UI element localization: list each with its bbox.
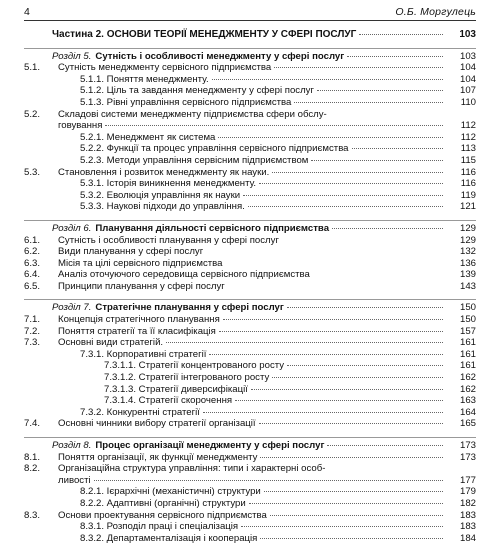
toc-entry <box>24 372 476 384</box>
chapter-label: Розділ 7. <box>52 302 92 314</box>
toc-page-number: 136 <box>459 257 476 269</box>
toc-page-number: 132 <box>459 246 476 258</box>
toc-entry-text <box>52 246 446 258</box>
toc-page-number: 177 <box>459 474 476 486</box>
toc-entry-title: 7.3.1.3. Стратегії диверсифікації <box>104 383 248 395</box>
dot-leader <box>294 102 443 103</box>
toc-entry-title: 7.3.1. Корпоративні стратегії <box>80 348 207 360</box>
toc-entry-text <box>52 51 446 63</box>
toc-continuation <box>24 120 476 132</box>
toc-entry-number: 5.2. <box>24 108 41 120</box>
toc-page-number: 103 <box>459 29 476 40</box>
chapter-title: Стратегічне планування у сфері послуг <box>95 302 284 314</box>
toc-entry-text <box>52 29 446 41</box>
toc-page-number: 161 <box>459 360 476 372</box>
dot-leader <box>317 90 443 91</box>
toc-entry-title: 5.2.2. Функції та процес управління сервісного підприємства <box>80 143 349 155</box>
toc-entry-title: Основні чинники вибору стратегії організації <box>58 418 256 430</box>
toc-page-number: 104 <box>459 73 476 85</box>
toc-entry-text <box>52 314 446 326</box>
toc-entry-text <box>52 407 446 419</box>
toc-page-number: 104 <box>459 62 476 74</box>
toc-entry-title: 7.3.1.2. Стратегії інтегрованого росту <box>104 372 270 384</box>
dot-leader <box>287 365 443 366</box>
toc-chapter <box>24 437 476 452</box>
toc-entry-text <box>52 372 446 384</box>
toc-page-number: 179 <box>459 486 476 498</box>
toc-entry-text <box>52 109 446 121</box>
toc-entry <box>24 178 476 190</box>
dot-leader <box>352 148 443 149</box>
toc-entry-text <box>52 85 446 97</box>
toc-entry-text <box>52 486 446 498</box>
toc-entry-text <box>52 281 446 293</box>
toc-entry <box>24 258 476 270</box>
toc-entry-title: ливості <box>58 474 91 486</box>
toc-entry <box>24 498 476 510</box>
toc-entry-number: 5.1. <box>24 62 41 74</box>
toc-entry-title: Сутність і особливості планування у сфері послуг <box>58 234 279 246</box>
dot-leader <box>243 195 443 196</box>
toc-entry-text <box>52 132 446 144</box>
toc-entry-text <box>52 97 446 109</box>
toc-entry-text <box>52 62 446 74</box>
dot-leader <box>212 79 443 80</box>
dot-leader <box>272 172 443 173</box>
toc-chapter <box>24 220 476 235</box>
toc-page-number: 161 <box>459 348 476 360</box>
toc-chapter <box>24 48 476 63</box>
toc-entry <box>24 155 476 167</box>
toc-entry-text <box>52 418 446 430</box>
dot-leader <box>235 400 443 401</box>
toc-entry <box>24 533 476 544</box>
toc-entry-title: говування <box>58 120 103 132</box>
toc-entry <box>24 407 476 419</box>
toc-entry <box>24 235 476 247</box>
toc-entry-title: 5.3.3. Наукові підходи до управління. <box>80 201 245 213</box>
toc-entry-title: Сутність менеджменту сервісного підприємства <box>58 62 272 74</box>
toc-page-number: 110 <box>460 96 476 108</box>
toc-entry <box>24 190 476 202</box>
dot-leader <box>251 389 443 390</box>
toc-entry-number: 8.2. <box>24 463 41 475</box>
toc-entry-text <box>52 120 446 132</box>
toc-entry-title: 8.2.1. Ієрархічні (механістичні) структури <box>80 486 261 498</box>
dot-leader <box>166 342 443 343</box>
toc-entry-number: 7.3. <box>24 337 41 349</box>
toc-entry-text <box>52 395 446 407</box>
toc-entry <box>24 360 476 372</box>
toc-entry-title: 7.3.1.1. Стратегії концентрованого росту <box>104 360 285 372</box>
dot-leader <box>203 412 443 413</box>
toc-entry <box>24 337 476 349</box>
toc-page-number: 150 <box>459 314 476 326</box>
toc-entry-text <box>52 349 446 361</box>
toc-entry-text <box>52 258 446 270</box>
dot-leader <box>241 526 443 527</box>
toc-continuation <box>24 475 476 487</box>
toc-entry-title: Концепція стратегічного планування <box>58 314 220 326</box>
toc-page-number: 103 <box>459 50 476 62</box>
chapter-title: Планування діяльності сервісного підприємства <box>95 222 330 234</box>
toc-entry-title: 5.1.2. Ціль та завдання менеджменту у сфері послуг <box>80 85 314 97</box>
toc-page-number: 164 <box>459 406 476 418</box>
toc-entry-title: Поняття організації, як функції менеджменту <box>58 451 258 463</box>
toc-page-number: 173 <box>459 451 476 463</box>
toc-entry-number: 6.4. <box>24 269 41 281</box>
toc-entry-text <box>52 155 446 167</box>
dot-leader <box>249 503 443 504</box>
toc-entry-text <box>52 475 446 487</box>
toc-page-number: 139 <box>459 269 476 281</box>
toc-entry-text <box>52 235 446 247</box>
toc-entry-text <box>52 143 446 155</box>
toc-entry-number: 8.1. <box>24 451 41 463</box>
dot-leader <box>272 377 443 378</box>
dot-leader <box>105 125 443 126</box>
toc-entry-title: 5.3.2. Еволюція управління як науки <box>80 189 241 201</box>
toc-entry-number: 8.3. <box>24 509 41 521</box>
running-header <box>24 4 476 21</box>
toc-entry-text <box>52 533 446 544</box>
toc-entry-text <box>52 384 446 396</box>
toc-entry-number: 6.3. <box>24 257 41 269</box>
running-header-author: О.Б. Моргулець <box>395 6 476 18</box>
toc-entry-text <box>52 360 446 372</box>
toc-entry-title: 7.3.2. Конкурентні стратегії <box>80 406 200 418</box>
dot-leader <box>209 354 443 355</box>
toc-entry-title: Організаційна структура управління: типи і характерні особ- <box>58 463 326 475</box>
toc-entry <box>24 167 476 179</box>
toc-entry-text <box>52 440 446 452</box>
toc-entry-text <box>52 337 446 349</box>
chapter-title: Сутність і особливості менеджменту у сфері послуг <box>95 50 345 62</box>
toc-entry <box>24 269 476 281</box>
toc-entry-text <box>52 190 446 202</box>
toc-entry <box>24 486 476 498</box>
toc-entry-number: 7.2. <box>24 325 41 337</box>
toc-entry <box>24 201 476 213</box>
toc-entry-title: 5.1.3. Рівні управління сервісного підприємства <box>80 96 292 108</box>
toc-entry-number: 6.2. <box>24 246 41 258</box>
toc-entry <box>24 452 476 464</box>
toc-entry-number: 7.4. <box>24 418 41 430</box>
part-title: Частина 2. ОСНОВИ ТЕОРІЇ МЕНЕДЖМЕНТУ У СФЕРІ ПОСЛУГ <box>52 29 357 40</box>
toc-entry <box>24 246 476 258</box>
dot-leader <box>94 480 443 481</box>
toc-page-number: 163 <box>459 395 476 407</box>
dot-leader <box>259 183 443 184</box>
toc-entry-title: Основні види стратегій. <box>58 337 164 349</box>
toc-entry-number: 6.1. <box>24 234 41 246</box>
toc-entry-title: Поняття стратегії та її класифікація <box>58 325 216 337</box>
toc-entry-text <box>52 269 446 281</box>
toc-page-number: 115 <box>460 154 476 166</box>
toc-page-number: 129 <box>459 234 476 246</box>
toc-page-number: 112 <box>460 131 476 143</box>
toc-entry <box>24 97 476 109</box>
toc-entry <box>24 109 476 121</box>
chapter-title: Процес організації менеджменту у сфері послуг <box>95 440 325 451</box>
dot-leader <box>327 445 443 446</box>
dot-leader <box>264 491 443 492</box>
toc-entry-number: 6.5. <box>24 280 41 292</box>
toc-entry-text <box>52 498 446 510</box>
toc-entry <box>24 521 476 533</box>
toc-page-number: 183 <box>459 509 476 521</box>
toc-entry <box>24 143 476 155</box>
toc-page-number: 112 <box>460 120 476 132</box>
toc-entry <box>24 395 476 407</box>
toc-entry-title: 8.3.2. Департаменталізація і кооперація <box>80 532 258 544</box>
dot-leader <box>274 67 443 68</box>
toc-part <box>24 29 476 41</box>
toc-page-number: 150 <box>459 302 476 314</box>
toc-entry <box>24 62 476 74</box>
toc-entry-title: 8.3.1. Розподіл праці і спеціалізація <box>80 521 239 533</box>
toc-entry-text <box>52 201 446 213</box>
toc-entry <box>24 463 476 475</box>
toc-entry-text <box>52 463 446 475</box>
toc-page-number: 116 <box>460 178 476 190</box>
dot-leader <box>248 206 443 207</box>
toc-entry-text <box>52 178 446 190</box>
dot-leader <box>223 319 443 320</box>
toc-entry-text <box>52 326 446 338</box>
toc-entry <box>24 349 476 361</box>
toc-entry-title: 5.1.1. Поняття менеджменту. <box>80 73 209 85</box>
toc-entry <box>24 418 476 430</box>
toc-page-number: 173 <box>459 440 476 451</box>
toc-page-number: 184 <box>459 532 476 544</box>
table-of-contents <box>24 29 476 544</box>
toc-entry <box>24 314 476 326</box>
dot-leader <box>359 34 443 35</box>
toc-entry-title: Принципи планування у сфері послуг <box>58 280 225 292</box>
toc-page-number: 116 <box>460 166 476 178</box>
toc-entry <box>24 281 476 293</box>
dot-leader <box>270 515 443 516</box>
toc-page-number: 129 <box>459 222 476 234</box>
toc-page-number: 162 <box>459 372 476 384</box>
dot-leader <box>260 457 443 458</box>
toc-entry <box>24 74 476 86</box>
toc-entry-title: 5.2.1. Менеджмент як система <box>80 131 216 143</box>
toc-entry-number: 7.1. <box>24 314 41 326</box>
toc-page-number: 182 <box>459 497 476 509</box>
toc-entry <box>24 510 476 522</box>
toc-entry-title: Складові системи менеджменту підприємства сфери обслу- <box>58 108 327 120</box>
toc-entry-text <box>52 167 446 179</box>
toc-entry-title: Основи проектування сервісного підприємства <box>58 509 267 521</box>
toc-entry-title: 5.3.1. Історія виникнення менеджменту. <box>80 178 257 190</box>
chapter-label: Розділ 6. <box>52 222 92 234</box>
page-number: 4 <box>24 6 30 18</box>
dot-leader <box>218 137 443 138</box>
dot-leader <box>347 56 443 57</box>
toc-entry-title: Аналіз оточуючого середовища сервісного підприємства <box>58 269 310 281</box>
dot-leader <box>311 160 443 161</box>
toc-page-number: 121 <box>459 201 476 213</box>
toc-entry-title: 5.2.3. Методи управління сервісним підприємством <box>80 154 309 166</box>
toc-entry-title: Види планування у сфері послуг <box>58 246 204 258</box>
toc-entry-text <box>52 510 446 522</box>
toc-entry-text <box>52 521 446 533</box>
dot-leader <box>260 538 443 539</box>
toc-entry <box>24 132 476 144</box>
chapter-label: Розділ 8. <box>52 440 92 451</box>
toc-chapter <box>24 299 476 314</box>
toc-entry-title: 8.2.2. Адаптивні (органічні) структури <box>80 497 246 509</box>
dot-leader <box>259 423 443 424</box>
toc-page-number: 165 <box>459 418 476 430</box>
toc-entry <box>24 85 476 97</box>
toc-entry-title: Становлення і розвиток менеджменту як науки. <box>58 166 270 178</box>
toc-page-number: 107 <box>459 85 476 97</box>
toc-page-number: 157 <box>459 325 476 337</box>
toc-page-number: 143 <box>459 280 476 292</box>
toc-page-number: 161 <box>459 337 476 349</box>
toc-entry-text <box>52 223 446 235</box>
dot-leader <box>287 307 443 308</box>
toc-page-number: 183 <box>459 521 476 533</box>
toc-entry-title: Місія та цілі сервісного підприємства <box>58 257 223 269</box>
toc-entry <box>24 326 476 338</box>
toc-entry-text <box>52 302 446 314</box>
toc-entry-text <box>52 74 446 86</box>
toc-entry-number: 5.3. <box>24 166 41 178</box>
chapter-label: Розділ 5. <box>52 50 92 62</box>
toc-entry <box>24 384 476 396</box>
toc-entry-title: 7.3.1.4. Стратегії скорочення <box>104 395 233 407</box>
toc-page-number: 162 <box>459 383 476 395</box>
dot-leader <box>332 228 443 229</box>
toc-entry-text <box>52 452 446 464</box>
toc-page-number: 113 <box>460 143 476 155</box>
dot-leader <box>219 331 443 332</box>
toc-page-number: 119 <box>460 189 476 201</box>
